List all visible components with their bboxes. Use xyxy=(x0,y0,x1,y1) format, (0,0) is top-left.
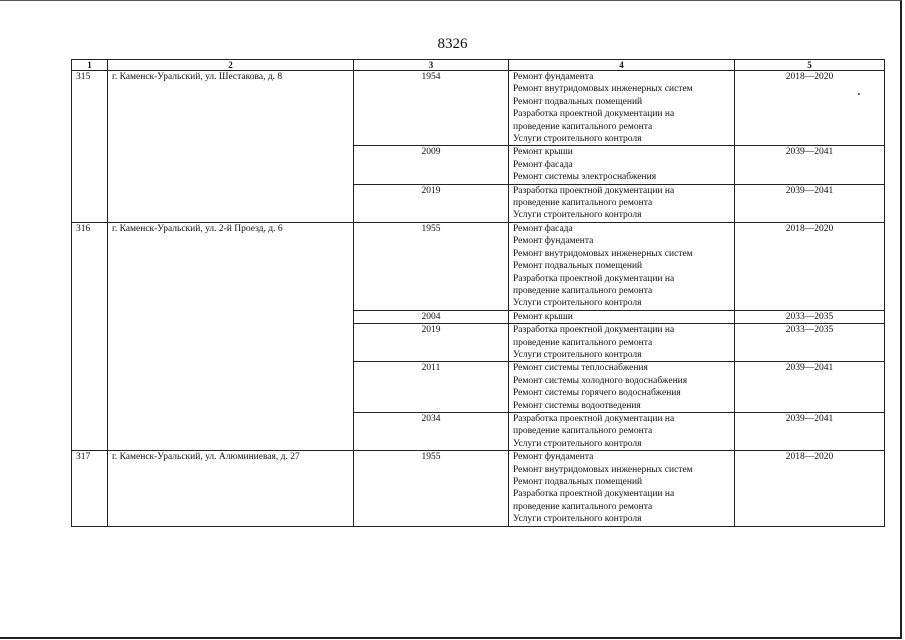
building-address: г. Каменск-Уральский, ул. 2-й Проезд, д. 6 xyxy=(108,222,354,450)
work-item: Разработка проектной документации на xyxy=(513,325,675,336)
work-item: Ремонт фундамента xyxy=(513,236,594,247)
work-item: Ремонт внутридомовых инженерных систем xyxy=(513,464,693,475)
period-cell: 2018—2020 xyxy=(735,451,885,526)
period-cell: 2033—2035 xyxy=(735,310,885,323)
row-number: 316 xyxy=(72,222,108,450)
work-item: Ремонт системы горячего водоснабжения xyxy=(513,388,681,399)
work-item: Ремонт фундамента xyxy=(513,72,594,82)
works-cell xyxy=(509,310,735,323)
work-item: Ремонт системы холодного водоснабжения xyxy=(513,375,688,386)
period-cell: 2039—2041 xyxy=(735,362,885,413)
work-item: Ремонт подвальных помещений xyxy=(513,261,643,272)
works-cell xyxy=(509,146,735,184)
work-item: Ремонт крыши xyxy=(513,311,573,322)
works-cell xyxy=(509,184,735,222)
year-cell: 2011 xyxy=(354,362,509,413)
work-item: Ремонт фасада xyxy=(513,159,573,170)
row-number: 315 xyxy=(72,71,108,223)
work-item: Ремонт системы электроснабжения xyxy=(513,172,657,183)
period-cell: 2018—2020 xyxy=(735,71,885,146)
work-item: Услуги строительного контроля xyxy=(513,210,642,221)
work-item: проведение капитального ремонта xyxy=(513,426,653,437)
work-item: Ремонт системы теплоснабжения xyxy=(513,363,648,374)
period-cell: 2018—2020 xyxy=(735,222,885,310)
work-item: Ремонт подвальных помещений xyxy=(513,96,643,107)
column-header-1: 1 xyxy=(72,60,108,71)
work-item: проведение капитального ремонта xyxy=(513,337,653,348)
year-cell: 2004 xyxy=(354,310,509,323)
table-header-row xyxy=(72,60,885,71)
work-item: Разработка проектной документации на xyxy=(513,489,675,500)
capital-repair-table xyxy=(71,59,885,527)
year-cell: 2019 xyxy=(354,324,509,362)
year-cell: 1955 xyxy=(354,222,509,310)
page-number: 8326 xyxy=(437,36,468,52)
column-header-5: 5 xyxy=(735,60,885,71)
period-cell: 2039—2041 xyxy=(735,146,885,184)
table-row xyxy=(72,71,885,146)
work-item: Разработка проектной документации на xyxy=(513,273,675,284)
table-body xyxy=(72,71,885,527)
works-cell xyxy=(509,412,735,450)
work-item: проведение капитального ремонта xyxy=(513,121,653,132)
work-item: Услуги строительного контроля xyxy=(513,134,642,145)
row-number: 317 xyxy=(72,451,108,526)
year-cell: 1954 xyxy=(354,71,509,146)
works-cell xyxy=(509,451,735,526)
column-header-2: 2 xyxy=(108,60,354,71)
work-item: Разработка проектной документации на xyxy=(513,413,675,424)
works-cell xyxy=(509,222,735,310)
period-cell: 2039—2041 xyxy=(735,184,885,222)
year-cell: 2009 xyxy=(354,146,509,184)
works-cell xyxy=(509,324,735,362)
table-row xyxy=(72,451,885,526)
work-item: Услуги строительного контроля xyxy=(513,298,642,309)
work-item: проведение капитального ремонта xyxy=(513,501,653,512)
work-item: Услуги строительного контроля xyxy=(513,514,642,525)
work-item: Ремонт фасада xyxy=(513,223,573,234)
year-cell: 2034 xyxy=(354,412,509,450)
period-cell: 2033—2035 xyxy=(735,324,885,362)
work-item: Ремонт внутридомовых инженерных систем xyxy=(513,248,693,259)
table-row xyxy=(72,222,885,310)
work-item: проведение капитального ремонта xyxy=(513,285,653,296)
work-item: Услуги строительного контроля xyxy=(513,438,642,449)
building-address: г. Каменск-Уральский, ул. Алюминиевая, д. 27 xyxy=(108,451,354,526)
period-cell: 2039—2041 xyxy=(735,412,885,450)
work-item: проведение капитального ремонта xyxy=(513,198,653,209)
year-cell: 1955 xyxy=(354,451,509,526)
work-item: Ремонт системы водоотведения xyxy=(513,400,641,411)
works-cell xyxy=(509,362,735,413)
work-item: Разработка проектной документации на xyxy=(513,185,675,196)
work-item: Ремонт фундамента xyxy=(513,452,594,463)
column-header-4: 4 xyxy=(509,60,735,71)
work-item: Ремонт подвальных помещений xyxy=(513,477,643,487)
year-cell: 2019 xyxy=(354,184,509,222)
work-item: Разработка проектной документации на xyxy=(513,109,675,120)
works-cell xyxy=(509,71,735,146)
building-address: г. Каменск-Уральский, ул. Шестакова, д. 8 xyxy=(108,71,354,223)
column-header-3: 3 xyxy=(354,60,509,71)
work-item: Услуги строительного контроля xyxy=(513,349,642,360)
work-item: Ремонт крыши xyxy=(513,147,573,158)
work-item: Ремонт внутридомовых инженерных систем xyxy=(513,84,693,95)
